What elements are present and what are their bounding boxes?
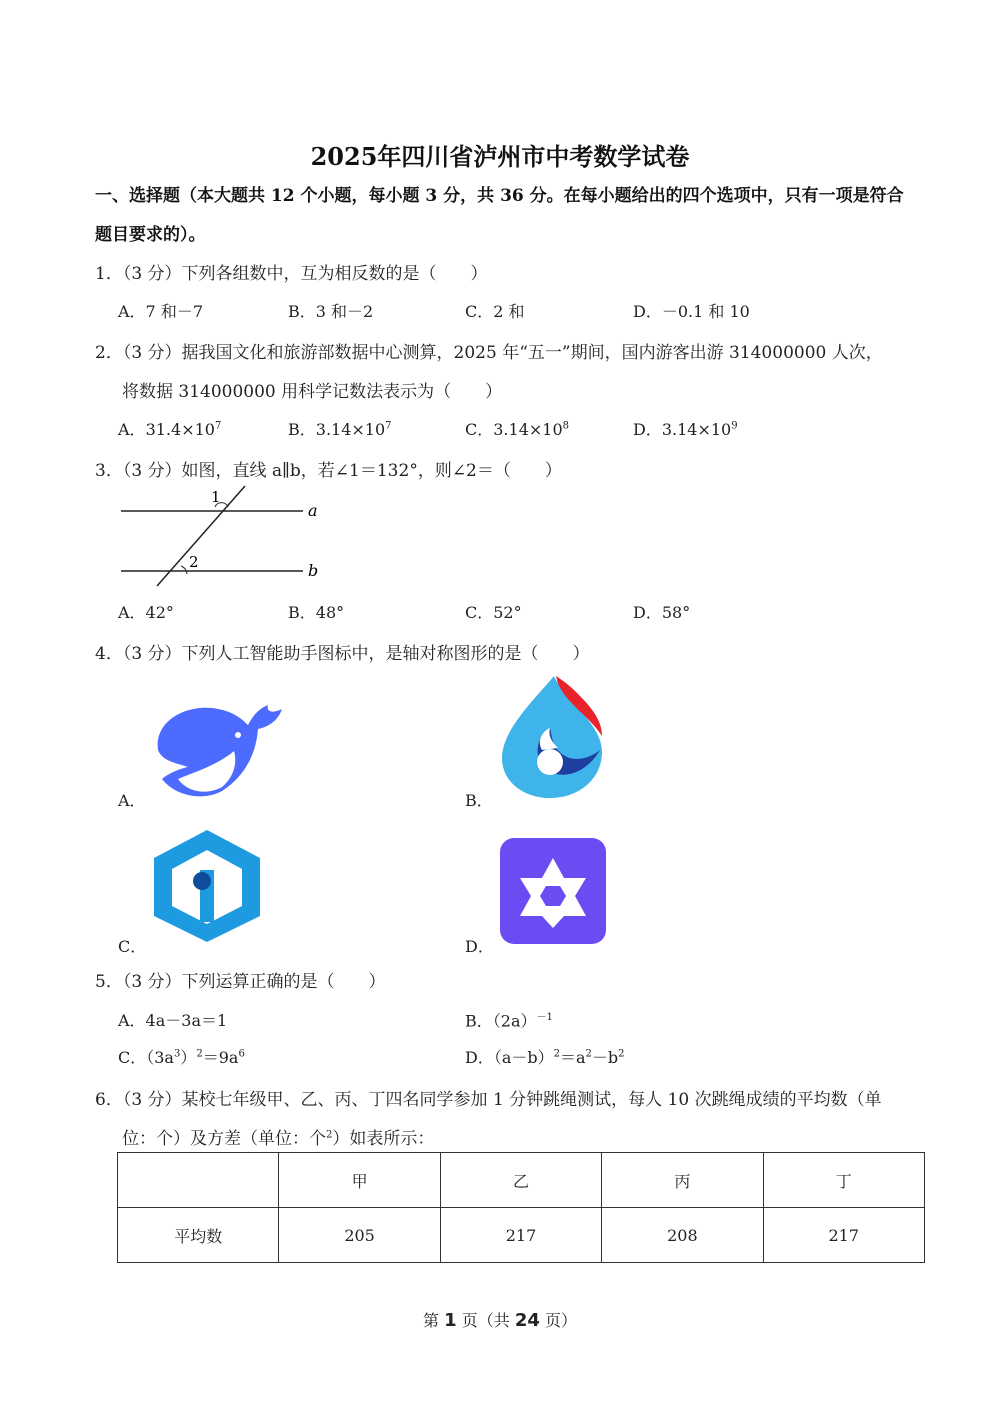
table-cell: 217 — [763, 1208, 924, 1263]
q3-parallel-lines-figure — [115, 480, 335, 592]
q4-stem: 4．（3 分）下列人工智能助手图标中，是轴对称图形的是（ ） — [95, 644, 590, 664]
q5-option-a[interactable]: A．4a－3a＝1 — [118, 1011, 228, 1030]
line-a-label: a — [308, 501, 318, 520]
q1-option-a[interactable]: A．7 和－7 — [118, 302, 204, 321]
q3-option-d[interactable]: D．58° — [633, 603, 691, 622]
q5-option-d[interactable]: D．$(a-b)^2=a^2-b^2$ — [465, 1048, 625, 1067]
q3-option-c[interactable]: C．52° — [465, 603, 522, 622]
flame-drop-icon — [496, 670, 608, 802]
page-footer: 第 1 页（共 24 页） — [422, 1310, 577, 1331]
q4-label-d[interactable]: D． — [465, 937, 494, 956]
q2-option-b[interactable]: B．$3.14\times 10^7$ — [288, 420, 392, 439]
q2-stem-cont: 将数据 314000000 用科学记数法表示为（ ） — [122, 382, 503, 402]
table-header-cell: 丙 — [602, 1153, 763, 1208]
q4-label-a[interactable]: A． — [118, 791, 146, 810]
purple-star-icon — [498, 836, 608, 946]
q6-stem-cont: 位：个）及方差（单位：个$^2$）如表所示： — [122, 1129, 435, 1149]
q1-option-c[interactable]: C．2 和 — [465, 302, 525, 321]
q1-stem: 1．（3 分）下列各组数中，互为相反数的是（ ） — [95, 264, 488, 284]
angle-2-arc — [181, 566, 187, 574]
q5-option-b[interactable]: B．$(2a)^{-1}$ — [465, 1011, 553, 1031]
table-header-cell: 丁 — [763, 1153, 924, 1208]
q1-option-b[interactable]: B．3 和－2 — [288, 302, 374, 321]
line-b-label: b — [308, 561, 319, 580]
table-header-row — [118, 1153, 925, 1208]
page-number: 1 — [444, 1310, 457, 1331]
angle-1-label: 1 — [211, 488, 221, 506]
q5-stem: 5．（3 分）下列运算正确的是（ ） — [95, 972, 386, 992]
table-row-label: 平均数 — [118, 1208, 279, 1263]
table-header-cell — [118, 1153, 279, 1208]
q6-stem: 6．（3 分）某校七年级甲、乙、丙、丁四名同学参加 1 分钟跳绳测试，每人 10 次跳绳成绩的平均数（单 — [95, 1090, 882, 1110]
table-cell: 208 — [602, 1208, 763, 1263]
page-total: 24 — [514, 1310, 540, 1331]
q3-stem: 3．（3 分）如图，直线 a∥b，若∠1＝132°，则∠2＝（ ） — [95, 461, 562, 481]
table-cell: 205 — [279, 1208, 440, 1263]
q6-data-table — [117, 1152, 925, 1263]
q2-option-c[interactable]: C．$3.14\times 10^8$ — [465, 420, 570, 439]
table-cell: 217 — [440, 1208, 601, 1263]
table-row — [118, 1208, 925, 1263]
deepseek-whale-icon — [148, 695, 288, 805]
table-header-cell: 甲 — [279, 1153, 440, 1208]
table-header-cell: 乙 — [440, 1153, 601, 1208]
q4-label-c[interactable]: C． — [118, 937, 147, 956]
q3-option-a[interactable]: A．42° — [118, 603, 174, 622]
q2-option-d[interactable]: D．$3.14\times 10^9$ — [633, 420, 738, 439]
cube-icon — [148, 826, 266, 946]
q2-option-a[interactable]: A．$31.4\times 10^7$ — [118, 420, 222, 439]
q2-stem: 2．（3 分）据我国文化和旅游部数据中心测算，2025 年“五一”期间，国内游客出游 314000000 人次， — [95, 343, 883, 363]
q5-option-c[interactable]: C．$(3a^3)^2=9a^6$ — [118, 1048, 245, 1067]
page-title: 2025年四川省泸州市中考数学试卷 — [310, 142, 690, 171]
q1-option-d[interactable]: D．－0.1 和 10 — [633, 302, 750, 321]
section-heading: 一、选择题（本大题共 12 个小题，每小题 3 分，共 36 分。在每小题给出的四个选项中，只有一项是符合 — [95, 186, 904, 206]
q4-label-b[interactable]: B． — [465, 791, 493, 810]
angle-2-label: 2 — [189, 553, 199, 571]
section-heading-cont: 题目要求的）。 — [95, 225, 206, 245]
q3-option-b[interactable]: B．48° — [288, 603, 345, 622]
